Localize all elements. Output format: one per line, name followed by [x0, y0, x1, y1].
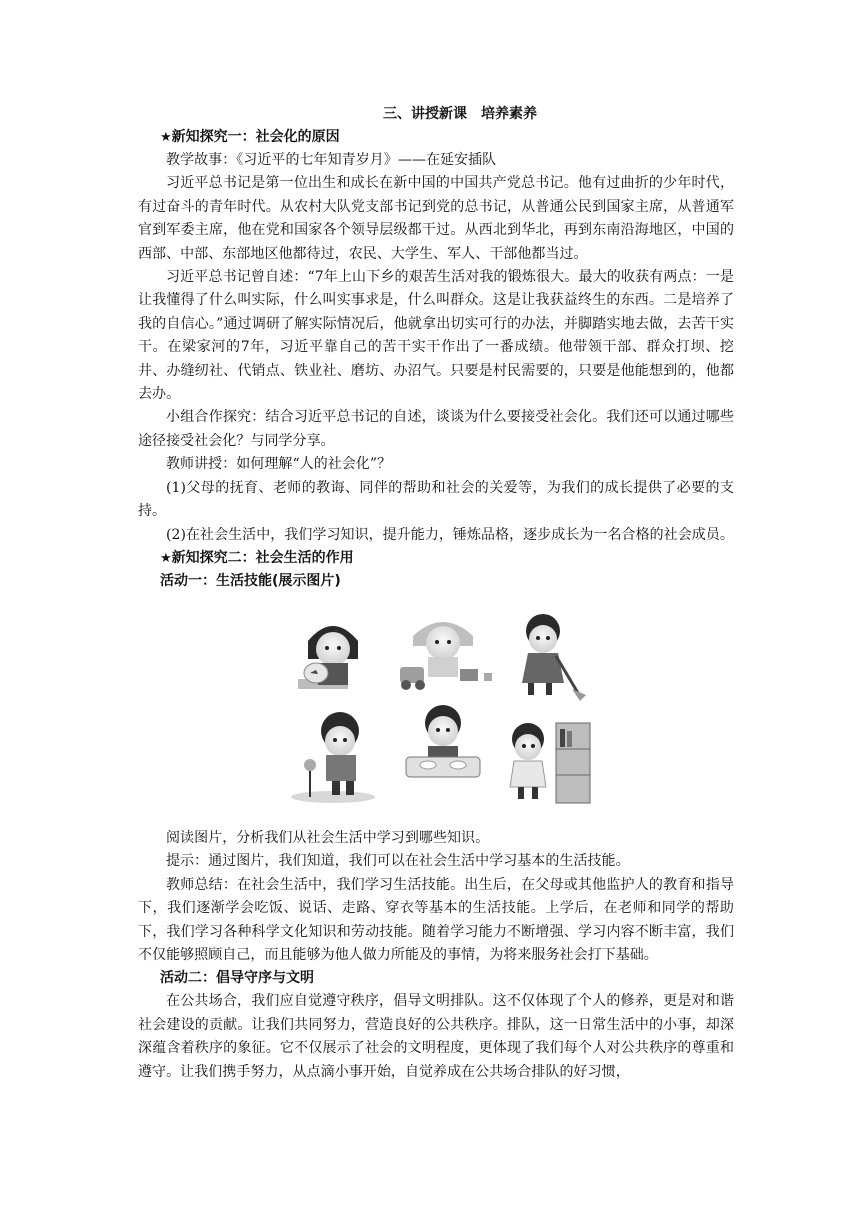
- activity-1-heading: 活动一：生活技能(展示图片): [160, 572, 341, 589]
- paragraph: 教师讲授：如何理解“人的社会化”？: [166, 456, 392, 473]
- paragraph: 阅读图片，分析我们从社会生活中学习到哪些知识。: [166, 829, 490, 846]
- child-planting-icon: [291, 712, 375, 803]
- heading-exploration-1: ★新知探究一：社会化的原因: [160, 129, 340, 145]
- heading-exploration-2: ★新知探究二：社会生活的作用: [160, 549, 354, 566]
- paragraph: 在公共场合，我们应自觉遵守秩序，倡导文明排队。这不仅体现了个人的修养，更是对和谐社会建设的贡献。让我们共同努力，营造良好的公共秩序。排队，这一日常生活中的小事，却深深蕴含着秩序的象征。它不仅展示了社会的文明程度，更体现了我们每个人对公共秩序的尊重和遵守。让我们携手努力，从点滴小事开始，自觉养成在公共场合排队的好习惯，: [138, 993, 734, 1080]
- section-title: 三、讲授新课 培养素养: [383, 106, 537, 122]
- paragraph: 习近平总书记是第一位出生和成长在新中国的中国共产党总书记。他有过曲折的少年时代，有过奋斗的青年时代。从农村大队党支部书记到党的总书记，从普通公民到国家主席，从普通军官到军委主席，他在党和国家各个领导层级都干过。从西北到华北，再到东南沿海地区，中国的西部、中部、东部地区他都待过，农民、大学生、军人、干部他都当过。: [138, 175, 734, 262]
- document-page: [138, 102, 734, 1084]
- paragraph: 习近平总书记曾自述：“7年上山下乡的艰苦生活对我的锻炼很大。最大的收获有两点：一是让我懂得了什么叫实际，什么叫实事求是，什么叫群众。这是让我获益终生的东西。二是培养了我的自信心。”通过调研了解实际情况后，他就拿出切实可行的办法，并脚踏实地去做，去苦干实干。在梁家河的7年，习近平靠自己的苦干实干作出了一番成绩。他带领干部、群众打坝、挖井、办缝纫社、代销点、铁业社、磨坊、办沼气。只要是村民需要的，只要是他能想到的，他都去办。: [138, 269, 734, 403]
- story-title: 教学故事：《习近平的七年知青岁月》——在延安插队: [166, 152, 497, 168]
- child-playing-toys-icon: [400, 622, 492, 690]
- paragraph: 提示：通过图片，我们知道，我们可以在社会生活中学习基本的生活技能。: [166, 853, 630, 870]
- child-watering-fish-icon: [298, 626, 358, 689]
- paragraph: (1)父母的抚育、老师的教诲、同伴的帮助和社会的关爱等，为我们的成长提供了必要的支持。: [138, 479, 734, 520]
- activity-2-heading: 活动二：倡导守序与文明: [160, 970, 314, 987]
- illustration-svg: [288, 601, 608, 821]
- paragraph: 小组合作探究：结合习近平总书记的自述，谈谈为什么要接受社会化。我们还可以通过哪些途径接受社会化？与同学分享。: [138, 409, 734, 449]
- star-icon: ★: [160, 130, 172, 145]
- child-washing-dishes-icon: [406, 705, 480, 777]
- paragraph: (2)在社会生活中，我们学习知识，提升能力，锤炼品格，逐步成长为一名合格的社会成员。: [166, 526, 734, 543]
- life-skills-illustration: [288, 601, 608, 821]
- child-dusting-shelf-icon: [510, 723, 590, 803]
- star-icon: ★: [160, 550, 172, 566]
- child-sweeping-icon: [522, 614, 586, 701]
- paragraph: 教师总结：在社会生活中，我们学习生活技能。出生后，在父母或其他监护人的教育和指导下，我们逐渐学会吃饭、说话、走路、穿衣等基本的生活技能。上学后，在老师和同学的帮助下，我们学习各种科学文化知识和劳动技能。随着学习能力不断增强、学习内容不断丰富，我们不仅能够照顾自己，而且能够为他人做力所能及的事情，为将来服务社会打下基础。: [138, 876, 734, 963]
